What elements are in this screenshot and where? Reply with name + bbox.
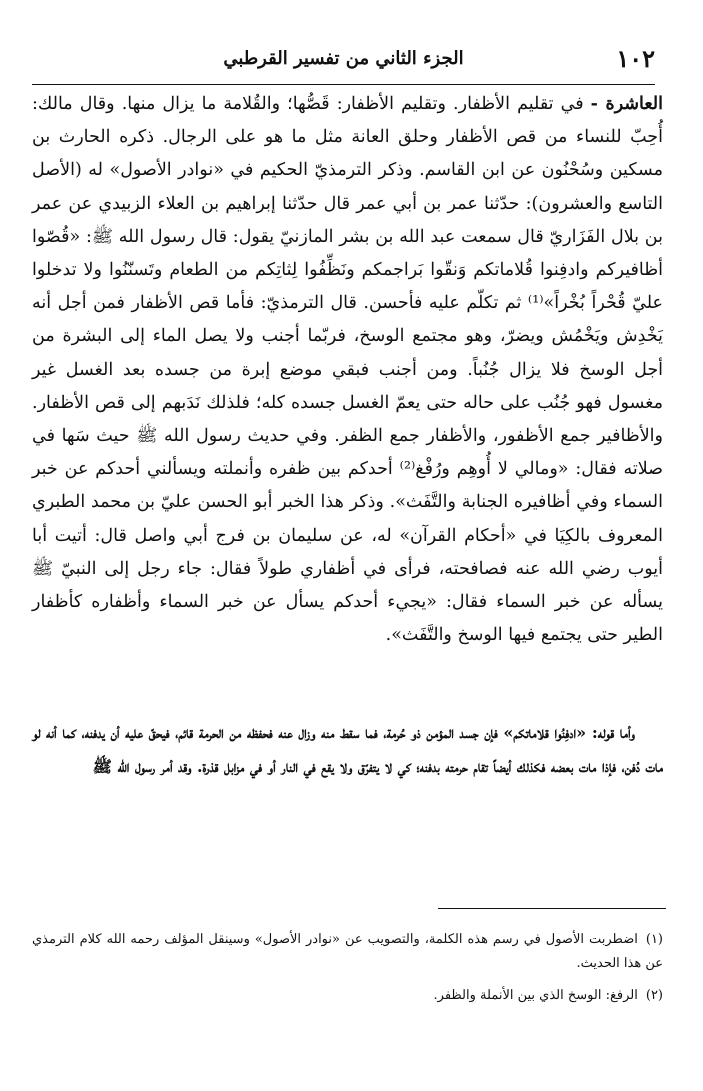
main-text <box>32 88 663 652</box>
section-lead-word: العاشرة - <box>590 94 663 114</box>
running-title: الجزء الثاني من تفسير القرطبي <box>223 48 464 69</box>
header-rule <box>32 84 655 85</box>
footnotes <box>32 928 663 1016</box>
page-number: ١٠٢ <box>616 44 655 73</box>
footnote-number: (٢) <box>645 988 663 1003</box>
page-header <box>32 40 655 80</box>
footnote-number: (١) <box>645 932 663 947</box>
footnote-text: اضطربت الأصول في رسم هذه الكلمة، والتصويب عن «نوادر الأصول» وسينقل المؤلف رحمه الله كلام الترمذي عن هذا الحديث. <box>32 932 663 971</box>
footnote-2 <box>32 984 663 1008</box>
footnote-1 <box>32 928 663 976</box>
main-paragraph-text: في تقليم الأظفار. وتقليم الأظفار: قَصُّها؛ والقُلامة ما يزال منها. وقال مالك: أُحِبّ للنساء من قص الأظفار وحلق العانة مثل ما هو على الرجال. ذكره الحارث بن مسكين وسُحْنُون عن ابن القاسم. وذكر الترمذيّ الحكيم في «نوادر الأصول» له (الأصل التاسع والعشرون): حدّثنا عمر بن أبي عمر قال حدّثنا إبراهيم بن العلاء الزبيدي عن عمر بن بلال الفَزَاريّ قال سمعت عبد الله بن بشر المازنيّ يقول: قال رسول الله ﷺ: «قُصّوا أظافيركم وادفِنوا قُلاماتكم وَنقّوا بَراجمكم ونَظِّفُوا لِثاتِكم من الطعام وتَسنّنُوا ولا تدخلوا عليّ قُحْراً بُخْراً»⁽¹⁾ ثم تكلّم عليه فأحسن. قال الترمذيّ: فأما قص الأظفار فمن أجل أنه يَخْدِش ويَخْمُش ويضرّ، وهو مجتمع الوسخ، فربّما أجنب ولا يصل الماء إلى البشرة من أجل الوسخ فلا يزال جُنُباً. ومن أجنب فبقي موضع إبرة من جسده بعد الغسل غير مغسول فهو جُنُب على حاله حتى يعمّ الغسل جسده كله؛ فلذلك نَدَبهم إلى قص الأظفار. والأظافير جمع الأظفور، والأظفار جمع الظفر. وفي حديث رسول الله ﷺ حيث سَها في صلاته فقال: «ومالي لا أُوهِم ورُفْغ⁽²⁾ أحدكم بين ظفره وأنملته ويسألني أحدكم عن خبر السماء وفي أظافيره الجنابة والتَّفَث». وذكر هذا الخبر أبو الحسن عليّ بن محمد الطبري المعروف بالكِيَا في «أحكام القرآن» له، عن سليمان بن فرج أبي واصل قال: أتيت أبا أيوب رضي الله عنه فصافحته، فرأى في أظفاري طولاً فقال: جاء رجل إلى النبيّ ﷺ يسأله عن خبر السماء فقال: «يجيء أحدكم يسأل عن خبر السماء وأظفاره كأظفار الطير حتى يجتمع فيها الوسخ والتَّفَث». <box>32 94 664 646</box>
main-paragraph <box>32 88 663 652</box>
second-paragraph-text: وأما قوله: «ادفِنُوا قلاماتكم» فإن جسد المؤمن ذو حُرمة، فما سقط منه وزال عنه فحفظه من الحرمة قائم، فيحقّ عليه أن يدفنه، كما أنه لو مات دُفن، فإذا مات بعضه فكذلك أيضاً تقام حرمته بدفنه؛ كي لا يتفرّق ولا يقع في النار أو في مزابل قذرة. وقد أمر رسول الله ﷺ <box>32 723 663 776</box>
footnote-text: الرفغ: الوسخ الذي بين الأنملة والظفر. <box>433 988 638 1003</box>
footnote-divider <box>438 908 666 909</box>
second-paragraph <box>32 716 663 784</box>
